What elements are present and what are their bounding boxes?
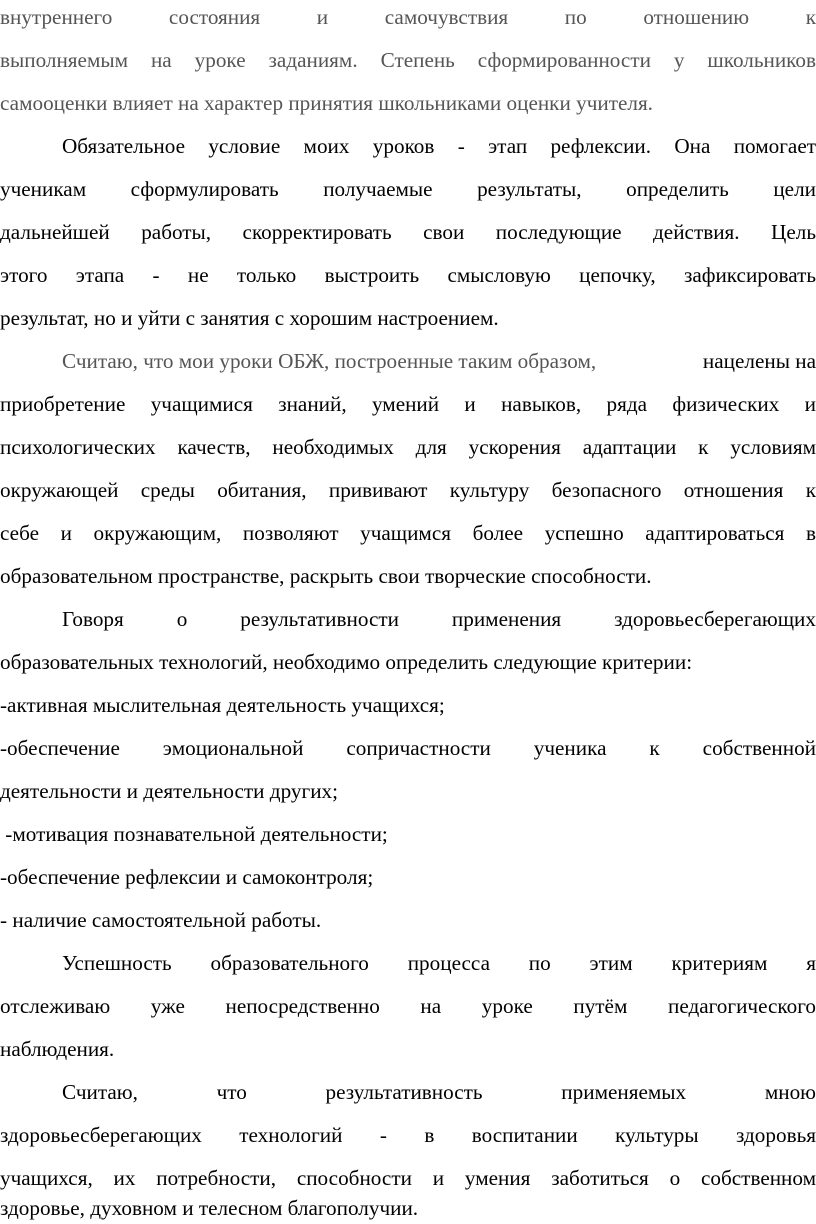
- list-item: -активная мыслительная деятельность учащихся;: [0, 693, 445, 717]
- highlighted-text: Считаю, что мои уроки ОБЖ, построенные таким образом,: [62, 349, 597, 373]
- list-item: -обеспечение рефлексии и самоконтроля;: [0, 865, 374, 889]
- list-item: -обеспечение эмоциональной сопричастности ученика к собственной: [0, 736, 816, 760]
- paragraph-line: результат, но и уйти с занятия с хорошим настроением.: [0, 306, 499, 330]
- list-item: -мотивация познавательной деятельности;: [0, 822, 388, 846]
- paragraph-line: Успешность образовательного процесса по этим критериям я: [62, 951, 816, 975]
- paragraph-line: себе и окружающим, позволяют учащимся более успешно адаптироваться в: [0, 521, 816, 545]
- paragraph-line: образовательном пространстве, раскрыть свои творческие способности.: [0, 564, 652, 588]
- paragraph-first-line: [62, 346, 816, 376]
- paragraph-line: отслеживаю уже непосредственно на уроке путём педагогического: [0, 994, 816, 1018]
- list-item: - наличие самостоятельной работы.: [0, 908, 322, 932]
- paragraph-text: нацелены на: [702, 349, 816, 373]
- paragraph-line: приобретение учащимися знаний, умений и навыков, ряда физических и: [0, 392, 816, 416]
- paragraph-line: наблюдения.: [0, 1037, 115, 1061]
- paragraph-line: ученикам сформулировать получаемые результаты, определить цели: [0, 177, 816, 201]
- paragraph-line: внутреннего состояния и самочувствия по отношению к: [0, 5, 816, 29]
- paragraph-line: Обязательное условие моих уроков - этап рефлексии. Она помогает: [62, 134, 816, 158]
- paragraph-line: дальнейшей работы, скорректировать свои последующие действия. Цель: [0, 220, 816, 244]
- list-item: деятельности и деятельности других;: [0, 779, 339, 803]
- paragraph-line: образовательных технологий, необходимо определить следующие критерии:: [0, 650, 693, 674]
- paragraph-line: окружающей среды обитания, прививают культуру безопасного отношения к: [0, 478, 816, 502]
- paragraph-line: психологических качеств, необходимых для ускорения адаптации к условиям: [0, 435, 816, 459]
- paragraph-line: учащихся, их потребности, способности и умения заботиться о собственном: [0, 1166, 816, 1190]
- paragraph-line: здоровьесберегающих технологий - в воспитании культуры здоровья: [0, 1123, 816, 1147]
- paragraph-line: здоровье, духовном и телесном благополучии.: [0, 1196, 419, 1220]
- paragraph-line: Считаю, что результативность применяемых мною: [62, 1080, 816, 1104]
- paragraph-line: самооценки влияет на характер принятия школьниками оценки учителя.: [0, 91, 653, 115]
- paragraph-line: этого этапа - не только выстроить смысловую цепочку, зафиксировать: [0, 263, 816, 287]
- paragraph-line: выполняемым на уроке заданиям. Степень сформированности у школьников: [0, 48, 816, 72]
- paragraph-line: Говоря о результативности применения здоровьесберегающих: [62, 607, 816, 631]
